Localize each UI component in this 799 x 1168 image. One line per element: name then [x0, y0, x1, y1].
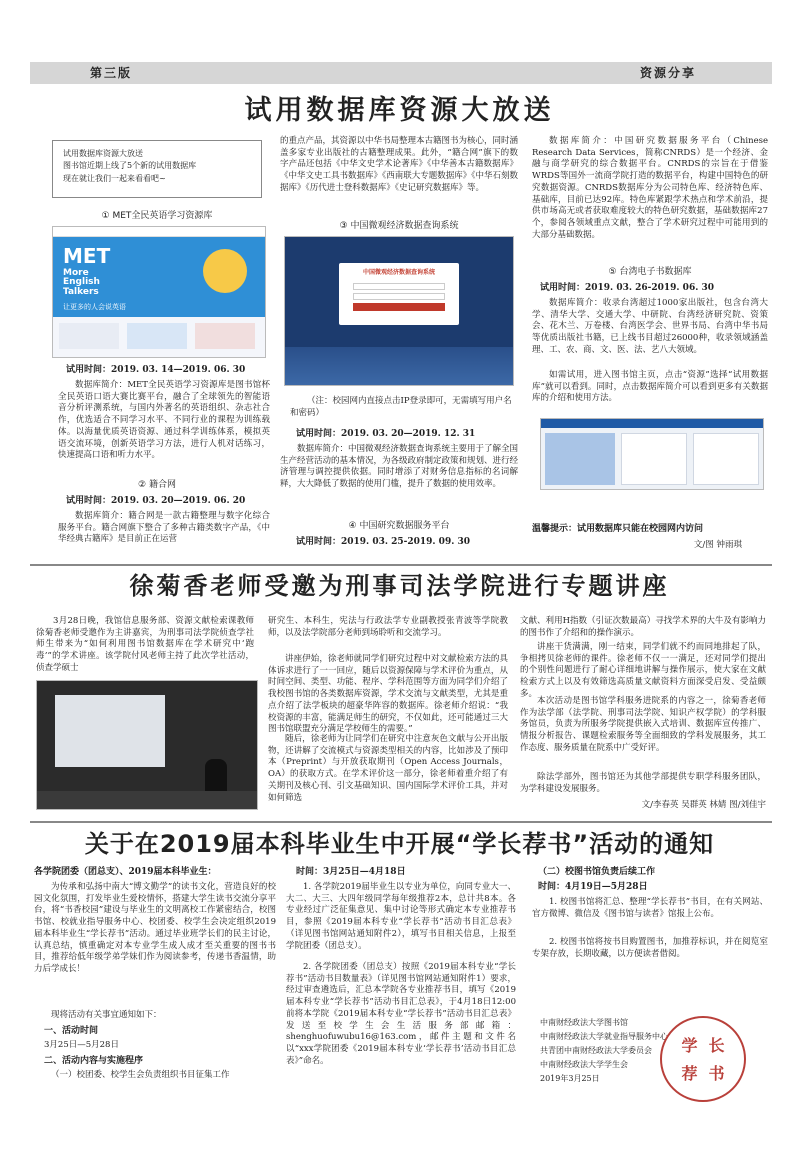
crds-intro: 数据库简介：中国研究数据服务平台（Chinese Research Data Services，简称CNRDS）是一个经济、金融与商学研究的综合数据平台。CNRDS的宗旨在于借鉴WRDS等国外一流商学院打造的数据平台，构建中国特色的研究数据资源。CNRDS数据库分为公司特色库、经济特色库、基础库，目前已达92库。特色库紧跟学术热点和学术前沿，提供市场高无或者获取难度较大的特色研究数据，基础数据库27个，参阅各领域重点文献，整合了学术研究过程中可能用到的大部分基础数据。 — [532, 136, 768, 240]
notice-intro: 为传承和弘扬中南大“博文勤学”的读书文化，营造良好的校园文化氛围，打发毕业生爱校情怀，搭建大学生读书交流分享平台，将“书香校园”建设与毕业生的文明离校工作紧密结合，校图书馆、校就业指导服务中心、校团委、校学生会决定组织2019届本科毕业生“学长荐书”活动。通过毕业班学长们的民主讨论，认真总结，慎重确定对本专业学生成人成才至关重要的图书书目，推荐给低年级学弟学妹们作为阅读参考，传递书香温情，助力后学成长！ — [34, 882, 276, 975]
macro-heading: ③ 中国微观经济数据查询系统 — [339, 221, 459, 231]
macro-username-field[interactable] — [353, 283, 445, 290]
org-3: 共青团中南财经政法大学委员会 — [540, 1046, 652, 1055]
seal-char-2: 长 — [708, 1036, 725, 1055]
note-line-3: 现在就让我们一起来看看吧~ — [63, 173, 166, 183]
lecture-col3d: 除法学部外，图书馆还为其他学部提供专职学科服务团队，为学科建设发展服务。 — [520, 772, 766, 794]
article1-title: 试用数据库资源大放送 — [244, 95, 555, 126]
article1-byline: 文/图 钟雨琪 — [693, 540, 742, 550]
notice-section1-time: 3月25日—5月28日 — [44, 1040, 119, 1050]
jiguo-trial-time: 试用时间：2019. 03. 20—2019. 06. 20 — [66, 496, 246, 506]
intro-note-box — [52, 140, 262, 198]
collection-step1: 1. 各学院2019届毕业生以专业为单位，向同专业大一、大二、大三、大四年级同学每年级推荐2本，总计共8本。各专业经过广泛征集意见、集中讨论等形式确定本专业推荐书目，参照《2019届本科专业“学长荐书”活动书目汇总表》（详见图书馆网站通知附件2），填写书目相关信息，上报至学院团委（团总支）。 — [286, 882, 516, 951]
lecture-col3a: 文献、利用H指数（引证次数最高）寻找学术界的大牛及有影响力的图书作了介绍和的操作演示。 — [520, 616, 766, 638]
macro-login-title: 中国微观经济数据查询系统 — [362, 269, 435, 276]
library-site-navbar — [541, 419, 763, 428]
notice-date: 2019年3月25日 — [540, 1074, 600, 1083]
macro-screenshot — [284, 236, 514, 386]
seal-char-4: 书 — [708, 1064, 725, 1083]
seal-char-1: 学 — [681, 1036, 698, 1055]
met-intro: 数据库简介：MET全民英语学习资源库是图书馆杯全民英语口语大赛比赛平台，融合了全球领先的智能语音分析评测系统，与国内外著名的英语组织、杂志社合作，优选适合不同学习水平、不同行业的课程为训练载体。以海量优质英语资源、通过科学训练体系，模拟英语交流环境，创新英语学习方法，进行人机对话练习，快速提高口语和听力水平。 — [58, 380, 270, 461]
howto-text: 如需试用，进入图书馆主页，点击“资源”选择“试用数据库”就可以看到。同时，点击数据库简介可以看到更多有关数据库的介绍和使用方法。 — [532, 370, 768, 404]
library-site-screenshot — [540, 418, 764, 490]
notice-salutation: 各学院团委（团总支）、2019届本科毕业生： — [34, 867, 217, 877]
book-recommendation-seal — [660, 1016, 746, 1102]
jiguo-intro: 数据库简介：籍合网是一款古籍整理与数字化综合服务平台。籍合网旗下整合了多种古籍类数字产品，《中华经典古籍库》是目前正在运营 — [58, 511, 270, 545]
seal-char-3: 荐 — [681, 1064, 698, 1083]
notice-section2-1: （一）校团委、校学生会负责组织书目征集工作 — [51, 1070, 230, 1080]
divider-1 — [30, 564, 772, 566]
divider-2 — [30, 821, 772, 823]
note-line-1: 试用数据库资源大放送 — [63, 149, 143, 158]
jiguo-heading: ② 籍合网 — [138, 480, 176, 490]
macro-trial-time: 试用时间：2019. 03. 20—2019. 12. 31 — [296, 429, 476, 439]
projection-screen — [55, 695, 165, 767]
macro-login-panel — [339, 263, 459, 325]
notice-section1: 一、活动时间 — [44, 1026, 99, 1036]
macro-caption: （注：校园网内直接点击IP登录即可，无需填写用户名和密码） — [290, 396, 512, 418]
collection-time: 时间：3月25日—4月18日 — [296, 867, 406, 877]
article2-byline: 文/李春英 吴群英 林婧 图/刘佳宇 — [641, 800, 766, 810]
banner-line2: English — [63, 277, 100, 288]
jiguo-intro-cont: 的重点产品，其资源以中华书局整理本古籍图书为核心，同时涵盖多家专业出版社的古籍整理成果。此外，“籍合网”旗下的数字产品还包括《中华文史学术论著库》《中华善本古籍数据库》《中华文史工具书数据库》《西南联大专题数据库》《中华石刻数据库》《历代进士登科数据库》《史记研究数据库》等。 — [280, 136, 519, 193]
library-work-heading: （二）校图书馆负责后续工作 — [538, 867, 656, 877]
lecture-floor — [37, 791, 258, 810]
lecture-col1: 3月28日晚，我馆信息服务部、资源文献检索课教师徐菊香老师受邀作为主讲嘉宾，为刑事司法学院侦查学社师生带来为“如何利用图书馆数据库在学术研究中‘跑毒’”的学术讲座。该学院付风老师主持了此次学社活动，侦查学硕士 — [36, 616, 254, 673]
lecture-col3c: 本次活动是图书馆学科服务进院系的内容之一，徐菊香老师作为法学部（法学院、刑事司法学院、知识产权学院）的学科服务馆员，负责为所服务学院提供嵌入式培训、数据库宣传推广、情报分析报告、课题检索服务等全面细致的学科发展服务，其工作态度、服务质量在院系中广受好评。 — [520, 696, 766, 753]
library-work-time: 时间：4月19日—5月28日 — [538, 882, 648, 892]
org-2: 中南财经政法大学就业指导服务中心 — [540, 1032, 668, 1041]
crds-trial-time: 试用时间：2019. 03. 25-2019. 09. 30 — [296, 537, 470, 547]
taiwan-trial-time: 试用时间：2019. 03. 26-2019. 06. 30 — [540, 283, 714, 293]
lecture-photo — [36, 680, 258, 810]
library-site-banner — [545, 433, 615, 485]
notice-section2: 二、活动内容与实施程序 — [44, 1056, 144, 1066]
notice-announce: 现将活动有关事宜通知如下： — [51, 1010, 162, 1020]
met-mascot-icon — [203, 249, 247, 293]
lecture-col2a: 研究生、本科生，宪法与行政法学专业副教授张青波等学院教师，以及法学院部分老师到场聆听和交流学习。 — [268, 616, 508, 638]
met-slogan: 让更多的人会说英语 — [63, 303, 126, 311]
banner-line3: Talkers — [63, 286, 99, 297]
lecture-col2c: 随后，徐老师为让同学们在研究中注意灰色文献与公开出版物，还讲解了交流模式与资源类型相关的内容，比如涉及了预印本（Preprint）与开放获取期刊（Open Access Journals，OA）的获取方式。在学术评价这一部分，徐老师着重介绍了有关期刊及核心刊、引文基础知识、国内国际学术评价工具，并对如何筛选 — [268, 734, 508, 803]
taiwan-heading: ⑤ 台湾电子书数据库 — [608, 267, 692, 277]
met-heading: ① MET全民英语学习资源库 — [101, 211, 213, 221]
met-card-2 — [127, 323, 187, 349]
page-section-label: 第三版 — [90, 66, 133, 80]
library-site-panel-2 — [693, 433, 759, 485]
macro-intro: 数据库简介：中国微观经济数据查询系统主要用于了解全国生产经营活动的基本情况，为各级政府制定政策和规划、进行经济管理与调控提供依据。同时增添了对财务信息指标的名词解释，大大降低了数据的使用门槛，提升了数据的使用效率。 — [280, 444, 519, 490]
lecture-col3b: 讲座干货满满，刚一结束，同学们就不约而同地排起了队，争相拷贝徐老师的课件。徐老师不仅一一满足，还对同学们提出的个别性问题进行了耐心详细地讲解与操作展示，使大家在文献检索方式上以及有效筛选高质量文献资料方面深受启发、受益颇多。 — [520, 642, 766, 699]
met-logo: MET — [63, 244, 111, 268]
lecture-col2b: 讲座伊始，徐老师就同学们研究过程中对文献检索方法的具体诉求进行了一一回应，随后以资源保障与学术评价为重点，从时间空间、类型、功能、程序、学科范围等方面为同学们介绍了我校图书馆的各类数据库资源，学术交流与文献类型，尤其是重点介绍了法学板块的超豪华阵容的数据库。徐老师介绍说：“我校资源的丰富，能满足师生的研究，不仅如此，还可能通过三大图书馆联盟充分满足学校师生的需要。” — [268, 654, 508, 735]
met-site-navbar — [53, 227, 265, 237]
macro-skyline — [285, 347, 514, 386]
met-card-3 — [195, 323, 255, 349]
met-card-1 — [59, 323, 119, 349]
article3-title: 关于在2019届本科毕业生中开展“学长荐书”活动的通知 — [84, 830, 715, 858]
library-site-panel-1 — [621, 433, 687, 485]
library-work-step1: 1. 校图书馆将汇总、整理“学长荐书”书目，在有关网站、官方微博、微信及《图书馆与读者》馆报上公布。 — [532, 897, 768, 919]
org-1: 中南财经政法大学图书馆 — [540, 1018, 628, 1027]
page-column-label: 资源分享 — [640, 66, 697, 80]
banner-line1: More — [63, 268, 89, 278]
macro-login-button[interactable] — [353, 303, 445, 311]
org-4: 中南财经政法大学学生会 — [540, 1060, 628, 1069]
taiwan-intro: 数据库简介：收录台湾超过1000家出版社，包含台湾大学、清华大学、交通大学、中研院、台湾经济研究院、资策会、花木兰、万卷楼、台湾医学会、世界书局、台湾中华书局等优质出版社书籍，已上线书目超过26000种，收录领域涵盖理、工、农、商、文、医、法、艺八大领域。 — [532, 298, 768, 355]
crds-heading: ④ 中国研究数据服务平台 — [348, 521, 450, 531]
met-banner — [53, 237, 265, 317]
met-banner-text — [63, 269, 100, 297]
met-screenshot — [52, 226, 266, 358]
met-trial-time: 试用时间：2019. 03. 14—2019. 06. 30 — [66, 365, 246, 375]
collection-step2: 2. 各学院团委（团总支）按照《2019届本科专业“学长荐书”活动书目数量表》（详见图书馆网站通知附件1）要求，经过审查遴选后，汇总本学院各专业推荐书目，填写《2019届本科专业“学长荐书”活动书目汇总表》，于4月18日12:00前将本学院《2019届本科专业“学长荐书”活动书目汇总表》发送至校学生会生活服务部邮箱：shenghuofuwubu16@163.com，邮件主题和文件名以“xxx学院团委《2019届本科专业‘学长荐书’活动书目汇总表》”命名。 — [286, 962, 516, 1066]
seal-glyphs — [676, 1032, 730, 1088]
reminder-text: 温馨提示：试用数据库只能在校园网内访问 — [532, 524, 704, 534]
note-line-2: 图书馆近期上线了5个新的试用数据库 — [63, 161, 197, 171]
library-work-step2: 2. 校图书馆将按书目购置图书，加推荐标识，并在阅览室专架存放，长期收藏，以方便读者借阅。 — [532, 937, 768, 959]
macro-password-field[interactable] — [353, 293, 445, 300]
article2-title: 徐菊香老师受邀为刑事司法学院进行专题讲座 — [129, 572, 670, 600]
